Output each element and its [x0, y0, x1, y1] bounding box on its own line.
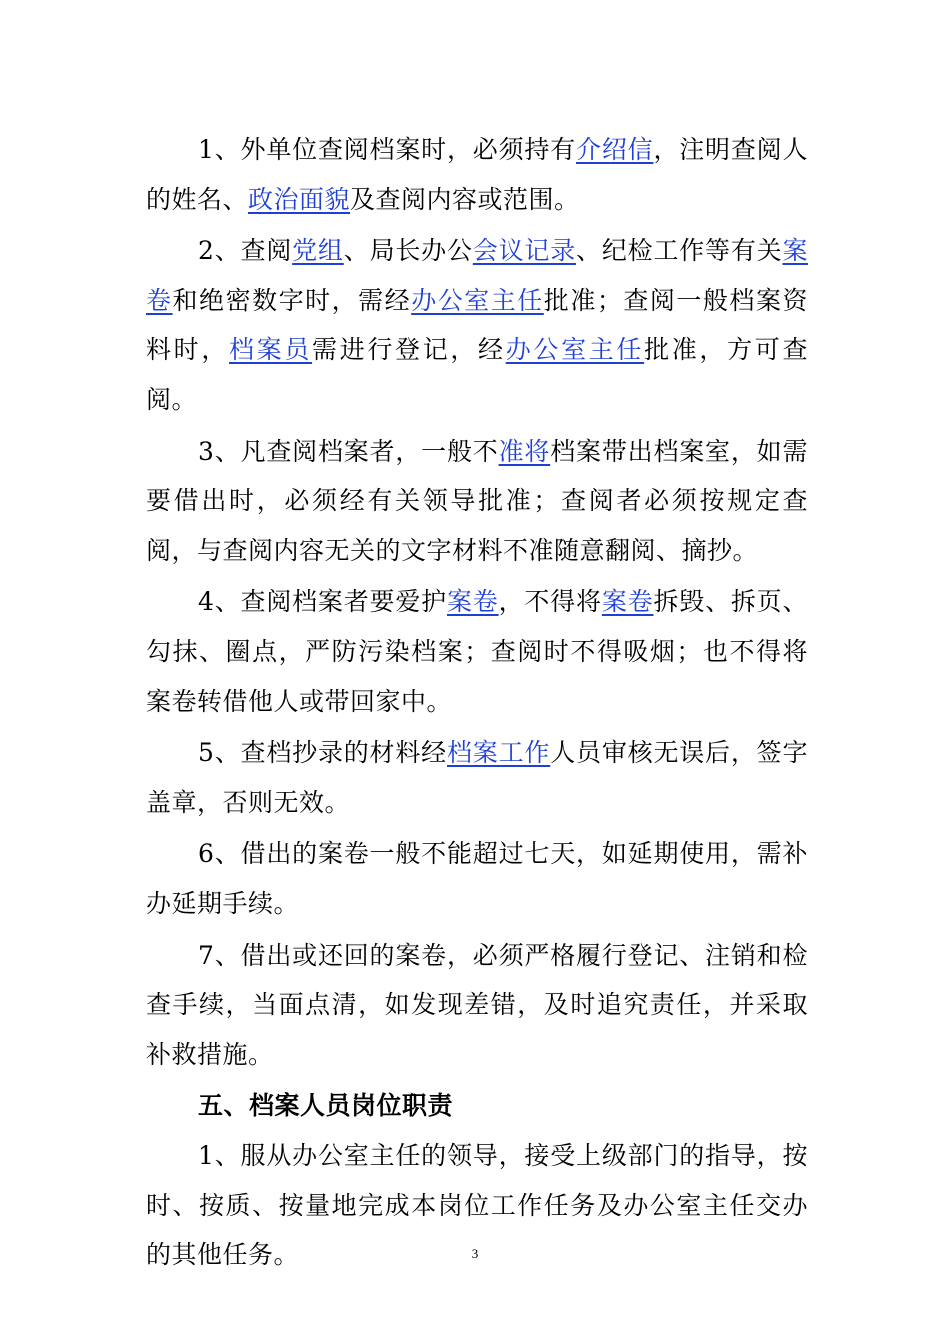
text-run: 1、外单位查阅档案时，必须持有	[198, 135, 577, 164]
paragraph-rule-2	[146, 226, 808, 424]
text-run: 7、借出或还回的案卷，必须严格履行登记、注销和检查手续，当面点清，如发现差错，及时追究责任，并采取补救措施。	[146, 940, 808, 1069]
text-run: 人员审核无误后，签字盖章，否则无效。	[146, 738, 808, 817]
section-heading: 五、档案人员岗位职责	[198, 1091, 454, 1121]
text-run: 5、查档抄录的材料经	[198, 738, 447, 768]
text-run: 需进行登记，经	[312, 335, 506, 365]
text-run: 批准；查阅一般档案资料时，	[146, 285, 808, 365]
text-run: ，注明查阅人的姓名、	[146, 135, 808, 214]
hyperlink[interactable]: 政治面貌	[248, 184, 351, 214]
hyperlink[interactable]: 案卷	[601, 587, 654, 617]
text-run: 档案带出档案室，如需要借出时，必须经有关领导批准；查阅者必须按规定查阅，与查阅内容无关的文字材料不准随意翻阅、摘抄。	[146, 436, 808, 565]
paragraph-rule-4	[146, 577, 808, 726]
hyperlink[interactable]: 准将	[498, 436, 551, 466]
hyperlink[interactable]: 档案员	[229, 335, 313, 365]
text-run: 4、查阅档案者要爱护	[198, 587, 447, 617]
text-run: 3、凡查阅档案者，一般不	[198, 436, 499, 466]
text-run: 、纪检工作等有关	[576, 236, 783, 266]
text-run: 和绝密数字时，需经	[172, 285, 412, 315]
text-run: 及查阅内容或范围。	[350, 184, 580, 214]
paragraph-rule-7	[146, 931, 808, 1080]
paragraph-rule-3	[146, 427, 808, 576]
hyperlink[interactable]: 办公室主任	[505, 335, 645, 365]
rules-list	[146, 125, 808, 1079]
text-run: 1、服从办公室主任的领导，接受上级部门的指导，按时、按质、按量地完成本岗位工作任务及办公室主任交办的其他任务。	[146, 1141, 808, 1270]
text-run: 6、借出的案卷一般不能超过七天，如延期使用，需补办延期手续。	[146, 839, 808, 918]
hyperlink[interactable]: 案卷	[146, 236, 808, 315]
paragraph-rule-1	[146, 125, 808, 224]
text-run: 、局长办公	[343, 236, 473, 266]
hyperlink[interactable]: 案卷	[446, 587, 499, 617]
hyperlink[interactable]: 党组	[292, 236, 344, 266]
text-run: ，不得将	[498, 587, 602, 617]
hyperlink[interactable]: 会议记录	[472, 236, 577, 266]
page-number: 3	[471, 1246, 479, 1261]
document-body	[146, 125, 808, 1282]
text-run: 批准，方可查阅。	[146, 335, 808, 414]
text-run: 拆毁、拆页、勾抹、圈点，严防污染档案；查阅时不得吸烟；也不得将案卷转借他人或带回家中。	[146, 587, 808, 716]
hyperlink[interactable]: 介绍信	[576, 135, 654, 164]
hyperlink[interactable]: 档案工作	[446, 738, 551, 768]
paragraph-rule-5	[146, 728, 808, 827]
text-run: 2、查阅	[198, 236, 293, 266]
hyperlink[interactable]: 办公室主任	[411, 285, 544, 315]
paragraph-rule-6	[146, 829, 808, 928]
